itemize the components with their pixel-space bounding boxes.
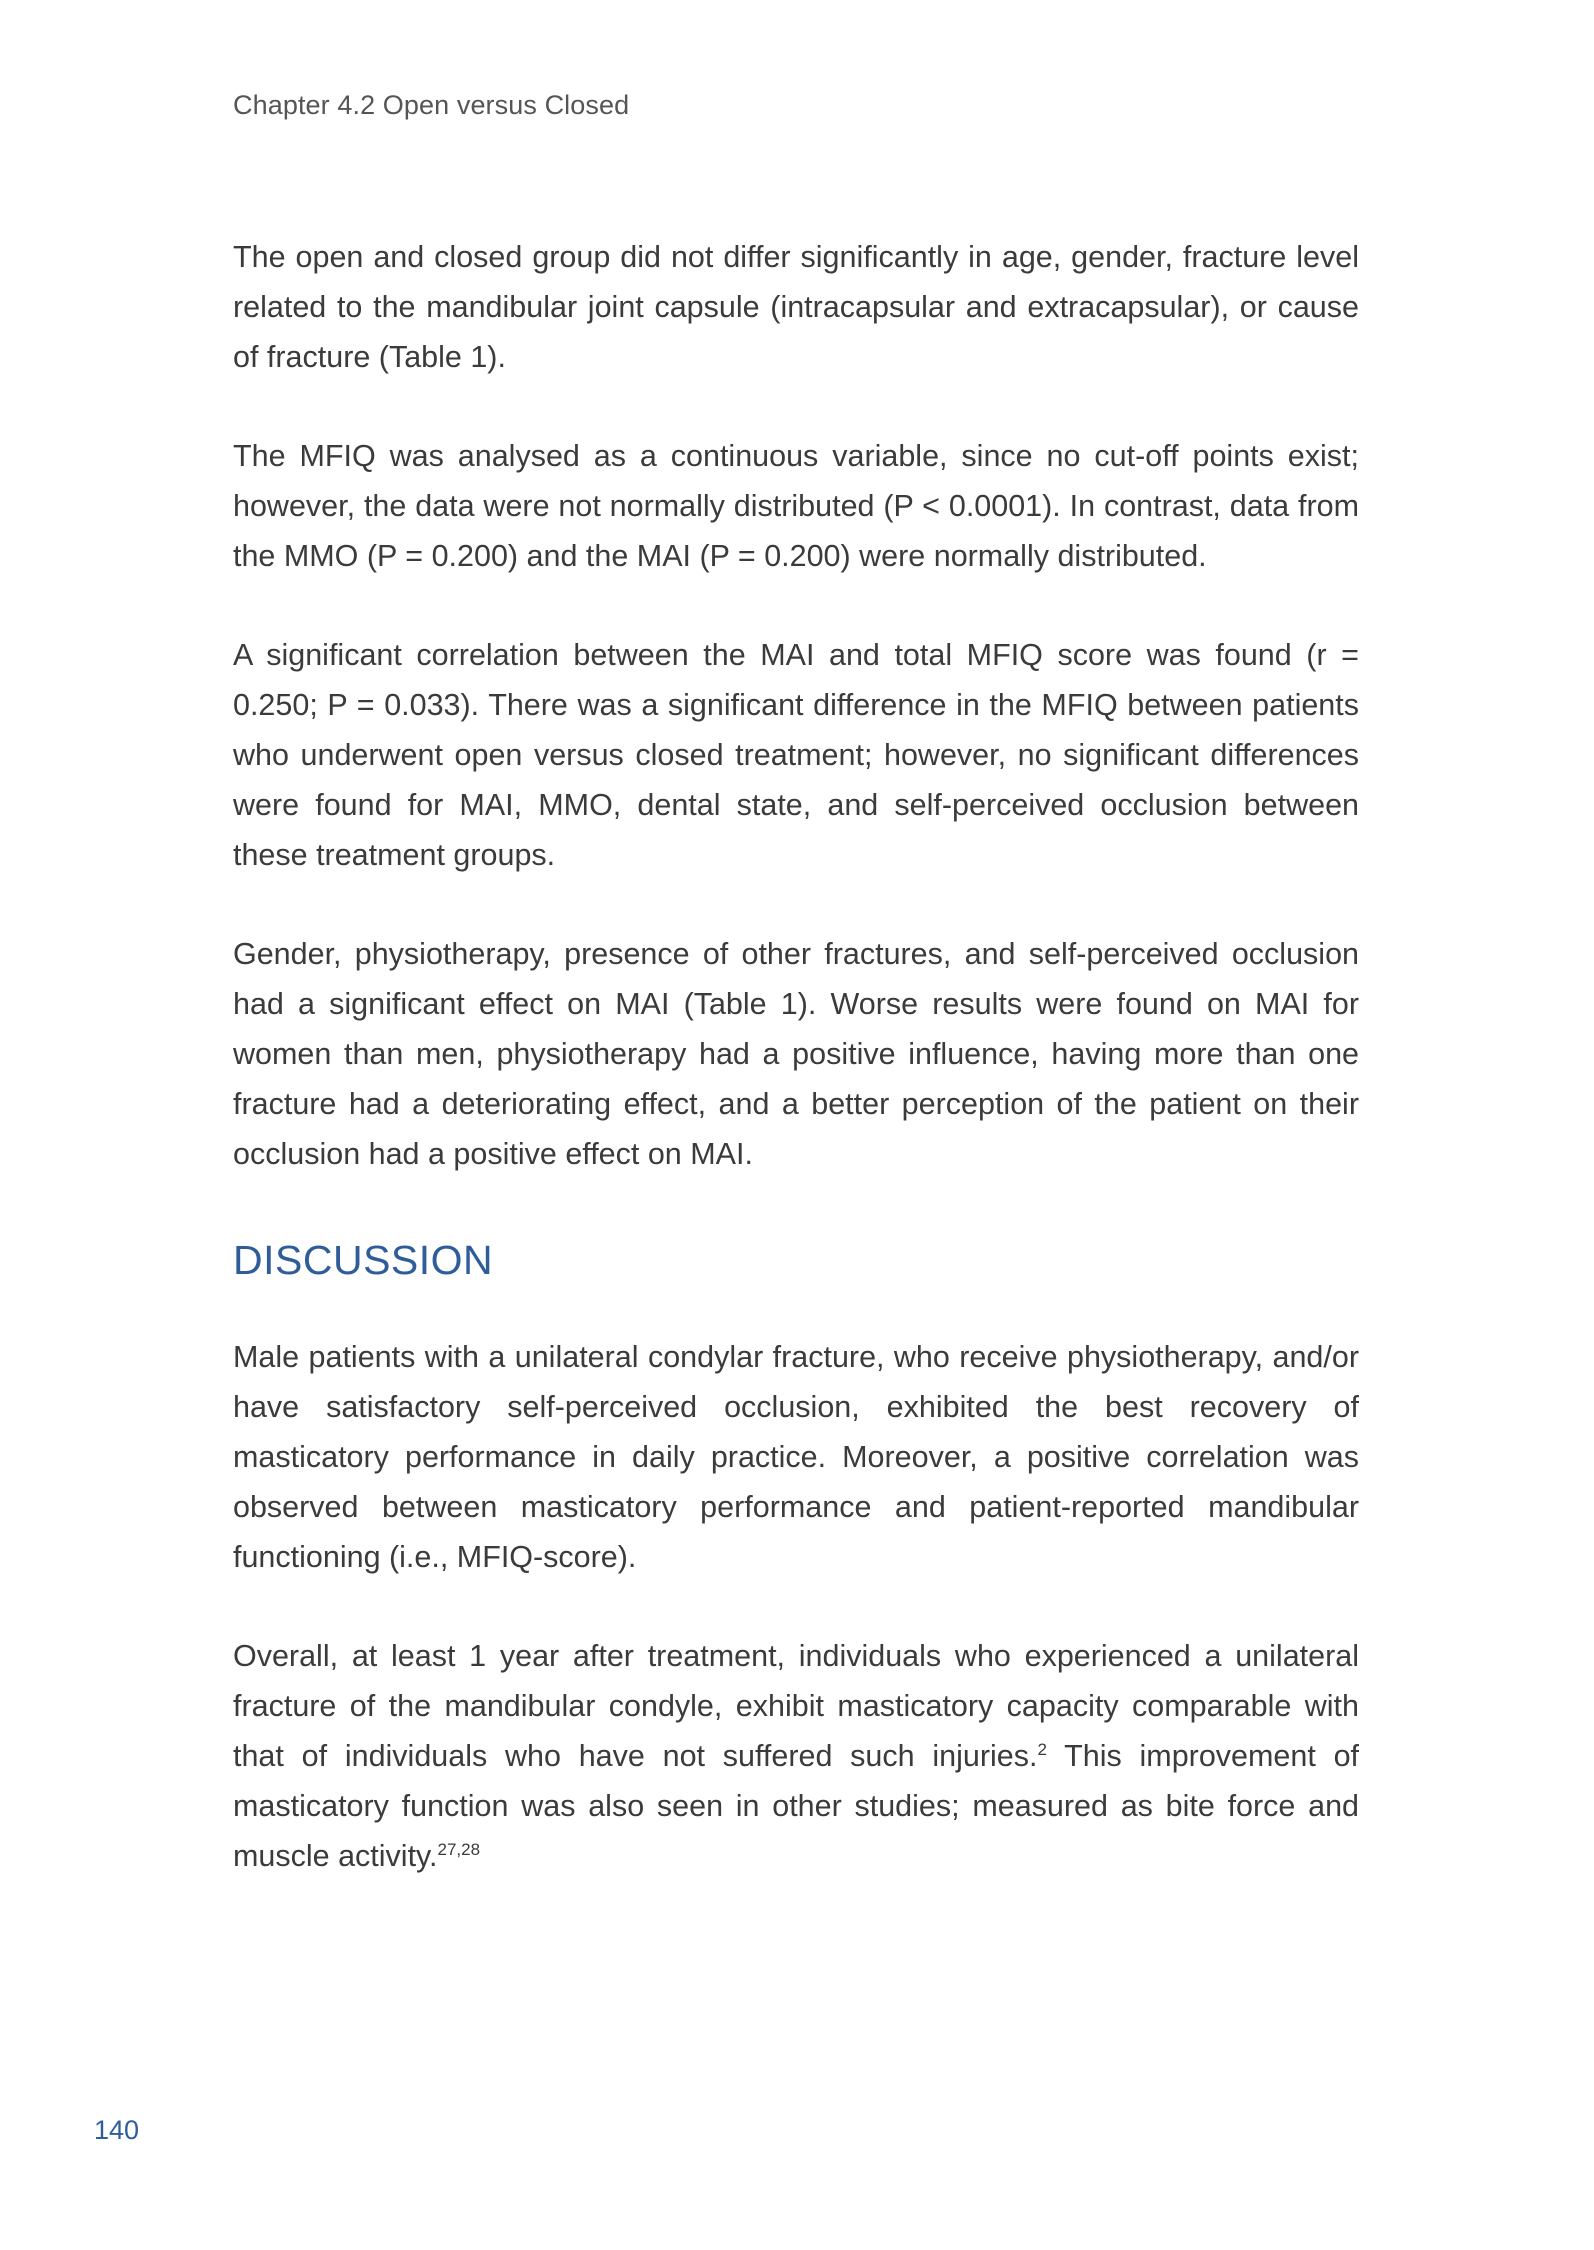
page-number: 140	[94, 2115, 140, 2145]
discussion-paragraph-2-text-b: This improvement of masticatory function was also seen in other studies; measured as bite force and muscle activity.	[233, 1739, 1359, 1873]
discussion-paragraph-1: Male patients with a unilateral condylar fracture, who receive physiotherapy, and/or have satisfactory self-perceived occlusion, exhibited the best recovery of masticatory performance in daily practice. Moreover, a positive correlation was observed between masticatory performance and patient-reported mandibular functioning (i.e., MFIQ-score).	[233, 1340, 1359, 1574]
discussion-paragraph-2	[233, 1631, 1359, 1881]
results-paragraph-1: The open and closed group did not differ significantly in age, gender, fracture level related to the mandibular joint capsule (intracapsular and extracapsular), or cause of fracture (Table 1).	[233, 240, 1359, 374]
citation-ref-2: 2	[1037, 1739, 1047, 1759]
results-paragraph-3: A significant correlation between the MAI and total MFIQ score was found (r = 0.250; P = 0.033). There was a significant difference in the MFIQ between patients who underwent open versus closed treatment; however, no significant differences were found for MAI, MMO, dental state, and self-perceived occlusion between these treatment groups.	[233, 638, 1359, 872]
discussion-heading: DISCUSSION	[233, 1237, 494, 1283]
page-body	[233, 232, 1359, 1930]
running-header: Chapter 4.2 Open versus Closed	[233, 90, 630, 120]
discussion-paragraph-2-text-a: Overall, at least 1 year after treatment, individuals who experienced a unilateral fracture of the mandibular condyle, exhibit masticatory capacity comparable with that of individuals who have not suffered such injuries.	[233, 1639, 1359, 1773]
results-paragraph-4: Gender, physiotherapy, presence of other fractures, and self-perceived occlusion had a significant effect on MAI (Table 1). Worse results were found on MAI for women than men, physiotherapy had a positive influence, having more than one fracture had a deteriorating effect, and a better perception of the patient on their occlusion had a positive effect on MAI.	[233, 937, 1359, 1171]
results-paragraph-2: The MFIQ was analysed as a continuous variable, since no cut-off points exist; however, the data were not normally distributed (P < 0.0001). In contrast, data from the MMO (P = 0.200) and the MAI (P = 0.200) were normally distributed.	[233, 439, 1359, 573]
citation-ref-27-28: 27,28	[437, 1839, 481, 1859]
